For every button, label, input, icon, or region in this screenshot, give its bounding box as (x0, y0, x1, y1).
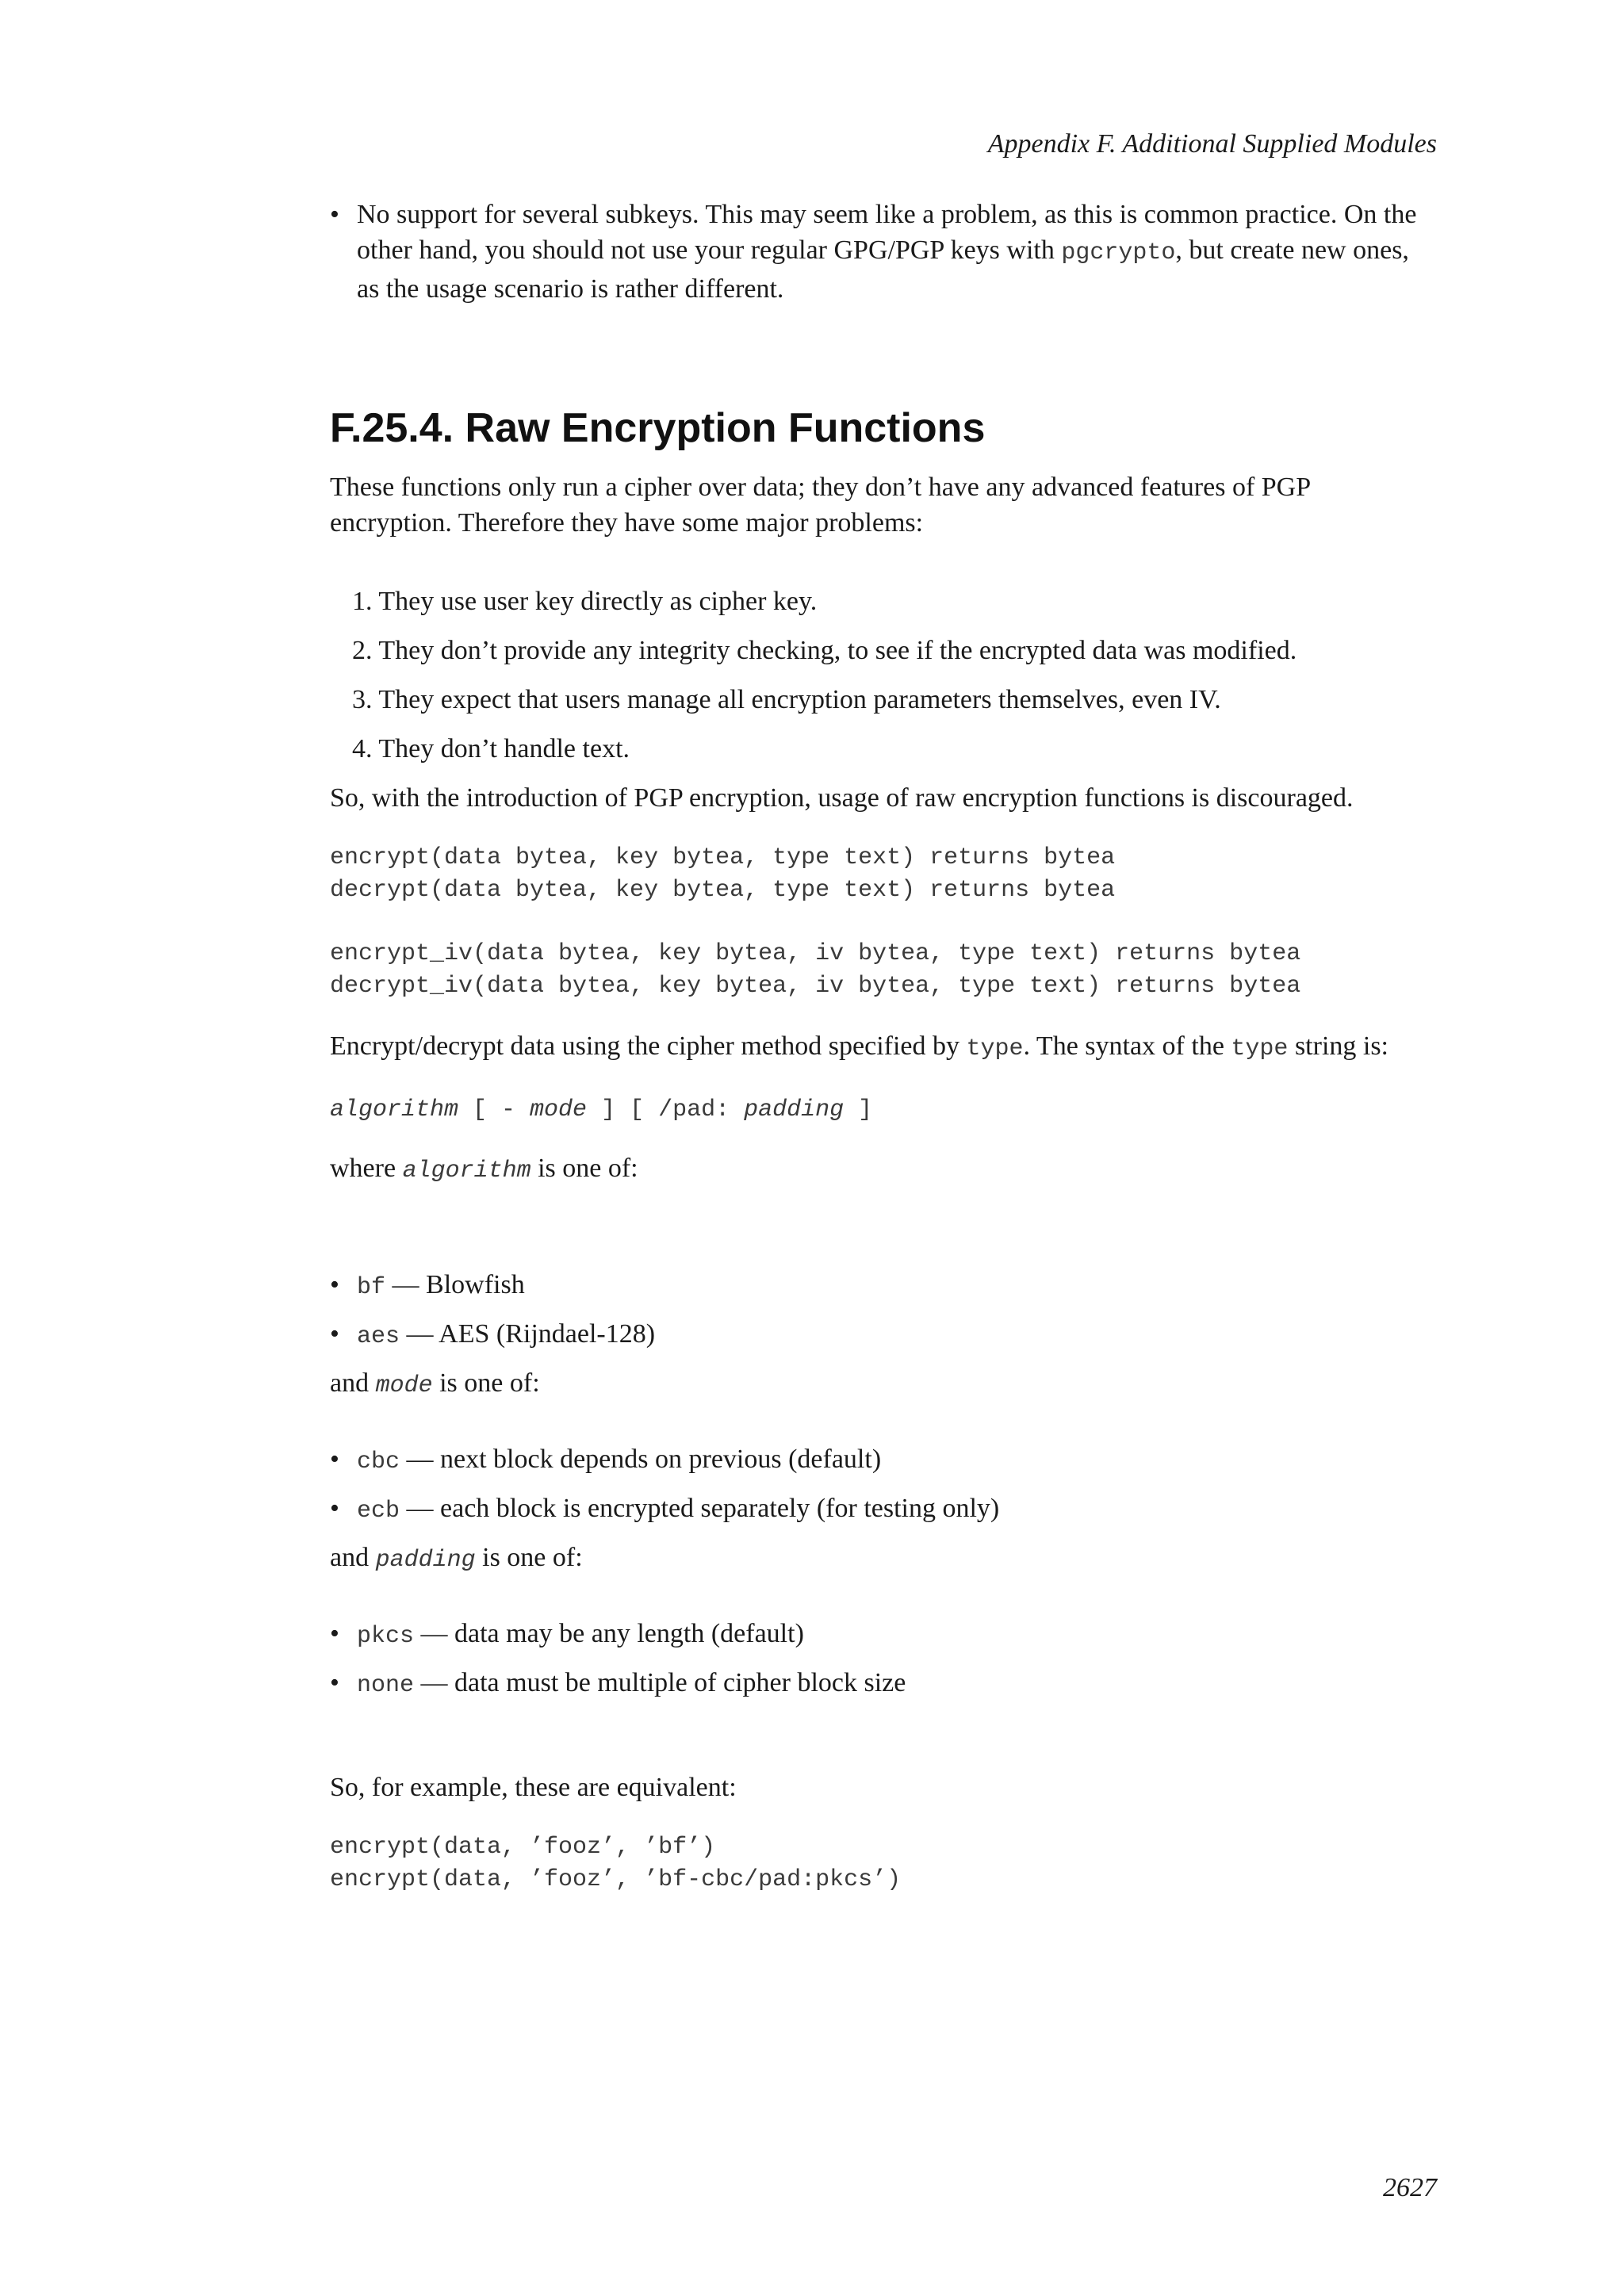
text-fragment: No support for several subkeys. This may seem like a problem, as this is common practice. On the other hand, you should not use your regular GPG/PGP keys with (357, 200, 1417, 265)
syntax-separator: [ - (458, 1096, 530, 1123)
bullet-text (357, 1441, 1437, 1480)
text-fragment: — AES (Rijndael-128) (400, 1319, 656, 1349)
text-fragment: — data may be any length (default) (414, 1619, 804, 1648)
list-item (330, 1616, 1437, 1655)
bullet-text (357, 197, 1437, 307)
bullet-text (357, 1267, 1437, 1306)
bullet-icon: • (330, 1270, 339, 1299)
section-intro-paragraph: These functions only run a cipher over data; they don’t have any advanced features of PGP encryption. Therefore they have some major problems: (330, 473, 1310, 538)
list-item: 4. They don’t handle text. (352, 734, 630, 763)
syntax-padding: padding (744, 1096, 845, 1123)
list-item (330, 1267, 1437, 1306)
bullet-text (357, 1665, 1437, 1704)
conclusion-paragraph: So, with the introduction of PGP encryption, usage of raw encryption functions is discouraged. (330, 783, 1354, 813)
text-fragment: where (330, 1154, 403, 1183)
inline-code: pgcrypto (1061, 239, 1176, 266)
syntax-separator: ] (844, 1096, 873, 1123)
example-code: encrypt(data, ’fooz’, ’bf’) encrypt(data, ’fooz’, ’bf-cbc/pad:pkcs’) (330, 1834, 902, 1893)
text-fragment: . The syntax of the (1023, 1031, 1231, 1061)
inline-code-term: mode (375, 1372, 433, 1399)
list-item: 1. They use user key directly as cipher key. (352, 587, 818, 616)
text-fragment: is one of: (475, 1543, 583, 1572)
bullet-icon: • (330, 1445, 339, 1474)
inline-code: ecb (357, 1498, 400, 1525)
syntax-separator: ] [ /pad: (587, 1096, 745, 1123)
function-signatures-iv-code: encrypt_iv(data bytea, key bytea, iv bytea, type text) returns bytea decrypt_iv(data bytea, key bytea, iv bytea, type text) returns bytea (330, 940, 1301, 1000)
text-fragment: is one of: (530, 1154, 638, 1183)
example-intro: So, for example, these are equivalent: (330, 1773, 737, 1802)
running-header: Appendix F. Additional Supplied Modules (987, 129, 1437, 159)
bullet-icon: • (330, 1619, 339, 1648)
bullet-icon: • (330, 1494, 339, 1523)
text-fragment: Encrypt/decrypt data using the cipher method specified by (330, 1031, 967, 1061)
bullet-icon: • (330, 200, 339, 229)
syntax-mode: mode (530, 1096, 588, 1123)
inline-code: cbc (357, 1448, 400, 1475)
text-fragment: is one of: (432, 1368, 540, 1398)
text-fragment: , but create new ones, as the usage scenario is rather different. (357, 235, 1409, 304)
text-fragment: — each block is encrypted separately (for testing only) (400, 1494, 1000, 1523)
text-fragment: — next block depends on previous (default) (400, 1445, 882, 1474)
padding-intro (330, 1540, 1437, 1578)
inline-code: aes (357, 1323, 400, 1350)
list-item (330, 1490, 1437, 1529)
bullet-text (357, 1316, 1437, 1355)
document-page (330, 0, 1437, 2296)
list-item: 3. They expect that users manage all encryption parameters themselves, even IV. (352, 685, 1221, 714)
page-number: 2627 (1383, 2173, 1437, 2202)
list-item: 2. They don’t provide any integrity checking, to see if the encrypted data was modified. (352, 636, 1297, 665)
text-fragment: — Blowfish (385, 1270, 525, 1299)
text-fragment: and (330, 1543, 376, 1572)
bullet-text (357, 1490, 1437, 1529)
bullet-text (357, 1616, 1437, 1655)
inline-code: pkcs (357, 1623, 415, 1650)
syntax-description (330, 1028, 1437, 1067)
algorithm-intro (330, 1150, 1437, 1189)
list-item (330, 197, 1437, 307)
syntax-algorithm: algorithm (330, 1096, 459, 1123)
function-signatures-code: encrypt(data bytea, key bytea, type text) returns bytea decrypt(data bytea, key bytea, type text) returns bytea (330, 844, 1116, 904)
text-fragment: — data must be multiple of cipher block size (414, 1668, 906, 1697)
text-fragment: string is: (1288, 1031, 1389, 1061)
list-item (330, 1441, 1437, 1480)
mode-intro (330, 1365, 1437, 1404)
list-item (330, 1316, 1437, 1355)
inline-code: none (357, 1672, 415, 1699)
inline-code: bf (357, 1274, 386, 1301)
bullet-icon: • (330, 1319, 339, 1349)
bullet-icon: • (330, 1668, 339, 1697)
section-heading: F.25.4. Raw Encryption Functions (330, 405, 986, 451)
syntax-line (330, 1094, 872, 1127)
inline-code: type (966, 1035, 1024, 1062)
inline-code-term: padding (375, 1547, 476, 1574)
inline-code-term: algorithm (402, 1158, 531, 1184)
text-fragment: and (330, 1368, 376, 1398)
inline-code: type (1231, 1035, 1289, 1062)
list-item (330, 1665, 1437, 1704)
